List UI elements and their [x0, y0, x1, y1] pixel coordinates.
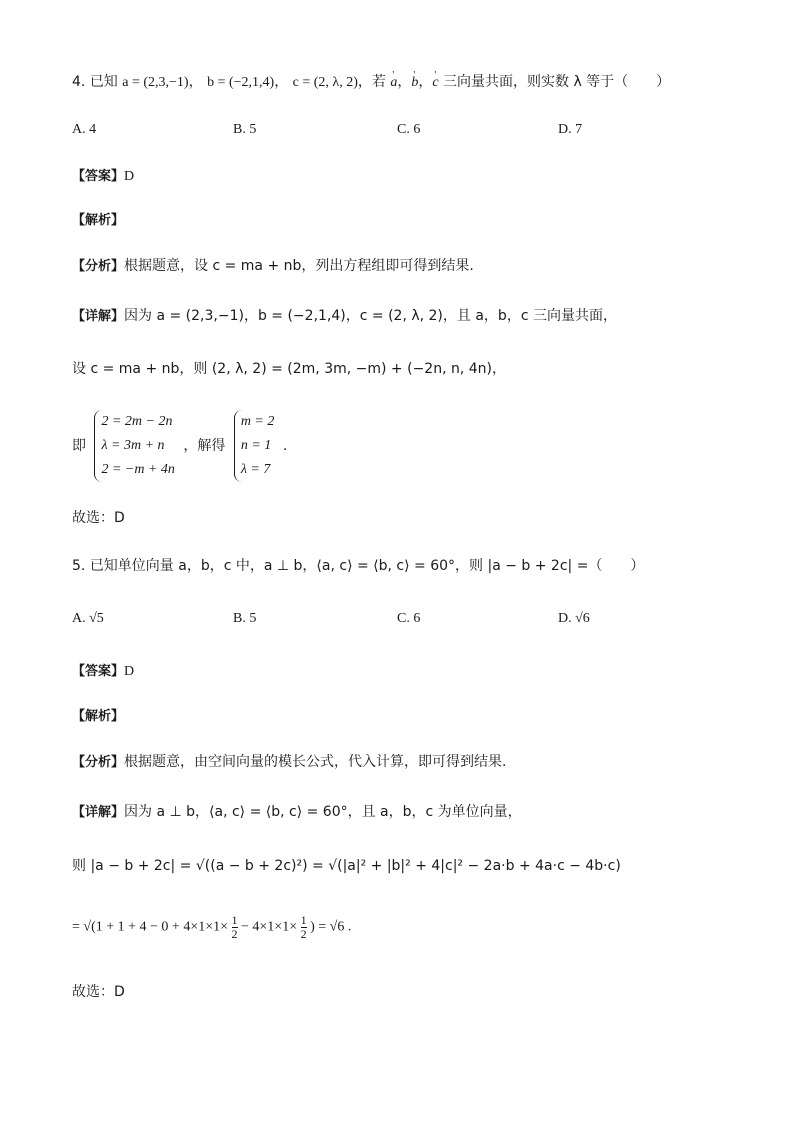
q5-analysis-heading — [72, 706, 124, 727]
q4-step2-prefix: 即 — [72, 438, 86, 454]
q4-step1: 设 c = ma + nb，则 (2, λ, 2) = (2m, 3m, −m) + (−2n, n, 4n)， — [72, 361, 506, 377]
q4-option-b: B. 5 — [233, 122, 257, 137]
q5-number: 5. — [72, 558, 86, 574]
q4-solution-system — [234, 410, 275, 482]
q5-step2-prefix: = √(1 + 1 + 4 − 0 + 4×1×1× — [72, 919, 229, 935]
q5-option-c: C. 6 — [397, 611, 421, 626]
q5-step1: 则 |a − b + 2c| = √((a − b + 2c)²) = √(|a|² + |b|² + 4|c|² − 2a·b + 4a·c − 4b·c) — [72, 858, 621, 874]
q4-equation-1: 2 = 2m − 2n — [101, 414, 173, 429]
q5-answer — [72, 661, 134, 682]
q5-option-d: D. √6 — [558, 611, 590, 626]
q5-answer-value: D — [124, 664, 135, 679]
q4-fenxi-text: 根据题意，设 c = ma + nb，列出方程组即可得到结果. — [124, 258, 474, 274]
q5-step2 — [72, 914, 351, 941]
q5-step2-mid: − 4×1×1× — [241, 919, 298, 935]
q4-vector-a: a = (2,3,−1) — [122, 75, 189, 90]
q4-solution-1: m = 2 — [240, 414, 275, 429]
q4-step2-end: . — [282, 438, 288, 454]
q4-xiangjie-label: 【详解】 — [72, 309, 125, 324]
q5-option-b: B. 5 — [233, 611, 257, 626]
q4-vector-c: c = (2, λ, 2) — [292, 75, 358, 90]
q4-option-c: C. 6 — [397, 122, 421, 137]
q4-solution-3: λ = 7 — [240, 462, 271, 477]
q4-answer-label: 【答案】 — [72, 169, 125, 184]
q4-vector-b: b = (−2,1,4) — [207, 75, 275, 90]
q4-analysis-heading — [72, 210, 124, 231]
q4-equation-3: 2 = −m + 4n — [101, 462, 175, 477]
q4-number: 4. — [72, 74, 86, 90]
q5-fraction-2: $\frac{1}{2}$ — [300, 913, 307, 941]
q5-fenxi-label: 【分析】 — [72, 755, 125, 770]
q4-equation-system — [94, 410, 174, 482]
q5-xiangjie-text: 因为 a ⊥ b，⟨a, c⟩ = ⟨b, c⟩ = 60°，且 a，b，c 为单位向量， — [124, 804, 522, 820]
q5-stem-text: 已知单位向量 a，b，c 中，a ⊥ b，⟨a, c⟩ = ⟨b, c⟩ = 60°，则 |a − b + 2c| =（ ） — [89, 558, 645, 574]
q4-conclusion: 故选：D — [72, 510, 125, 526]
q5-conclusion: 故选：D — [72, 984, 125, 1000]
q4-option-a: A. 4 — [72, 122, 97, 137]
q4-solution-2: n = 1 — [240, 438, 272, 453]
q4-stem-mid: ，若 — [357, 74, 386, 90]
q5-analysis-label: 【解析】 — [72, 709, 125, 724]
q5-answer-label: 【答案】 — [72, 664, 125, 679]
q5-step2-end: ) = √6 . — [310, 919, 352, 935]
q5-option-a: A. √5 — [72, 611, 104, 626]
q4-fenxi — [72, 256, 474, 277]
q5-xiangjie-label: 【详解】 — [72, 805, 125, 820]
q5-fenxi — [72, 752, 506, 773]
q4-xiangjie-text: 因为 a = (2,3,−1)，b = (−2,1,4)，c = (2, λ, 2)，且 a，b，c 三向量共面， — [124, 308, 617, 324]
q4-equation-2: λ = 3m + n — [101, 438, 165, 453]
q4-stem: 4. 已知 a = (2,3,−1)， b = (−2,1,4)， c = (2, λ, 2)，若 ' a，' b，' c 三向量共面，则实数 λ 等于（ ） — [72, 72, 670, 93]
q5-stem — [72, 556, 644, 576]
q4-fenxi-label: 【分析】 — [72, 259, 125, 274]
q5-xiangjie — [72, 802, 522, 823]
q4-xiangjie — [72, 306, 617, 327]
q5-fenxi-text: 根据题意，由空间向量的模长公式，代入计算，即可得到结果. — [124, 754, 507, 770]
q4-stem-prefix: 已知 — [89, 74, 118, 90]
q5-fraction-1: $\frac{1}{2}$ — [231, 913, 238, 941]
q4-step2-mid: ，解得 — [183, 438, 226, 454]
q4-option-d: D. 7 — [558, 122, 583, 137]
q4-answer — [72, 166, 134, 187]
q4-answer-value: D — [124, 169, 135, 184]
q4-analysis-label: 【解析】 — [72, 213, 125, 228]
q4-step2 — [72, 410, 287, 482]
q4-stem-suffix: 三向量共面，则实数 λ 等于（ ） — [443, 74, 671, 90]
